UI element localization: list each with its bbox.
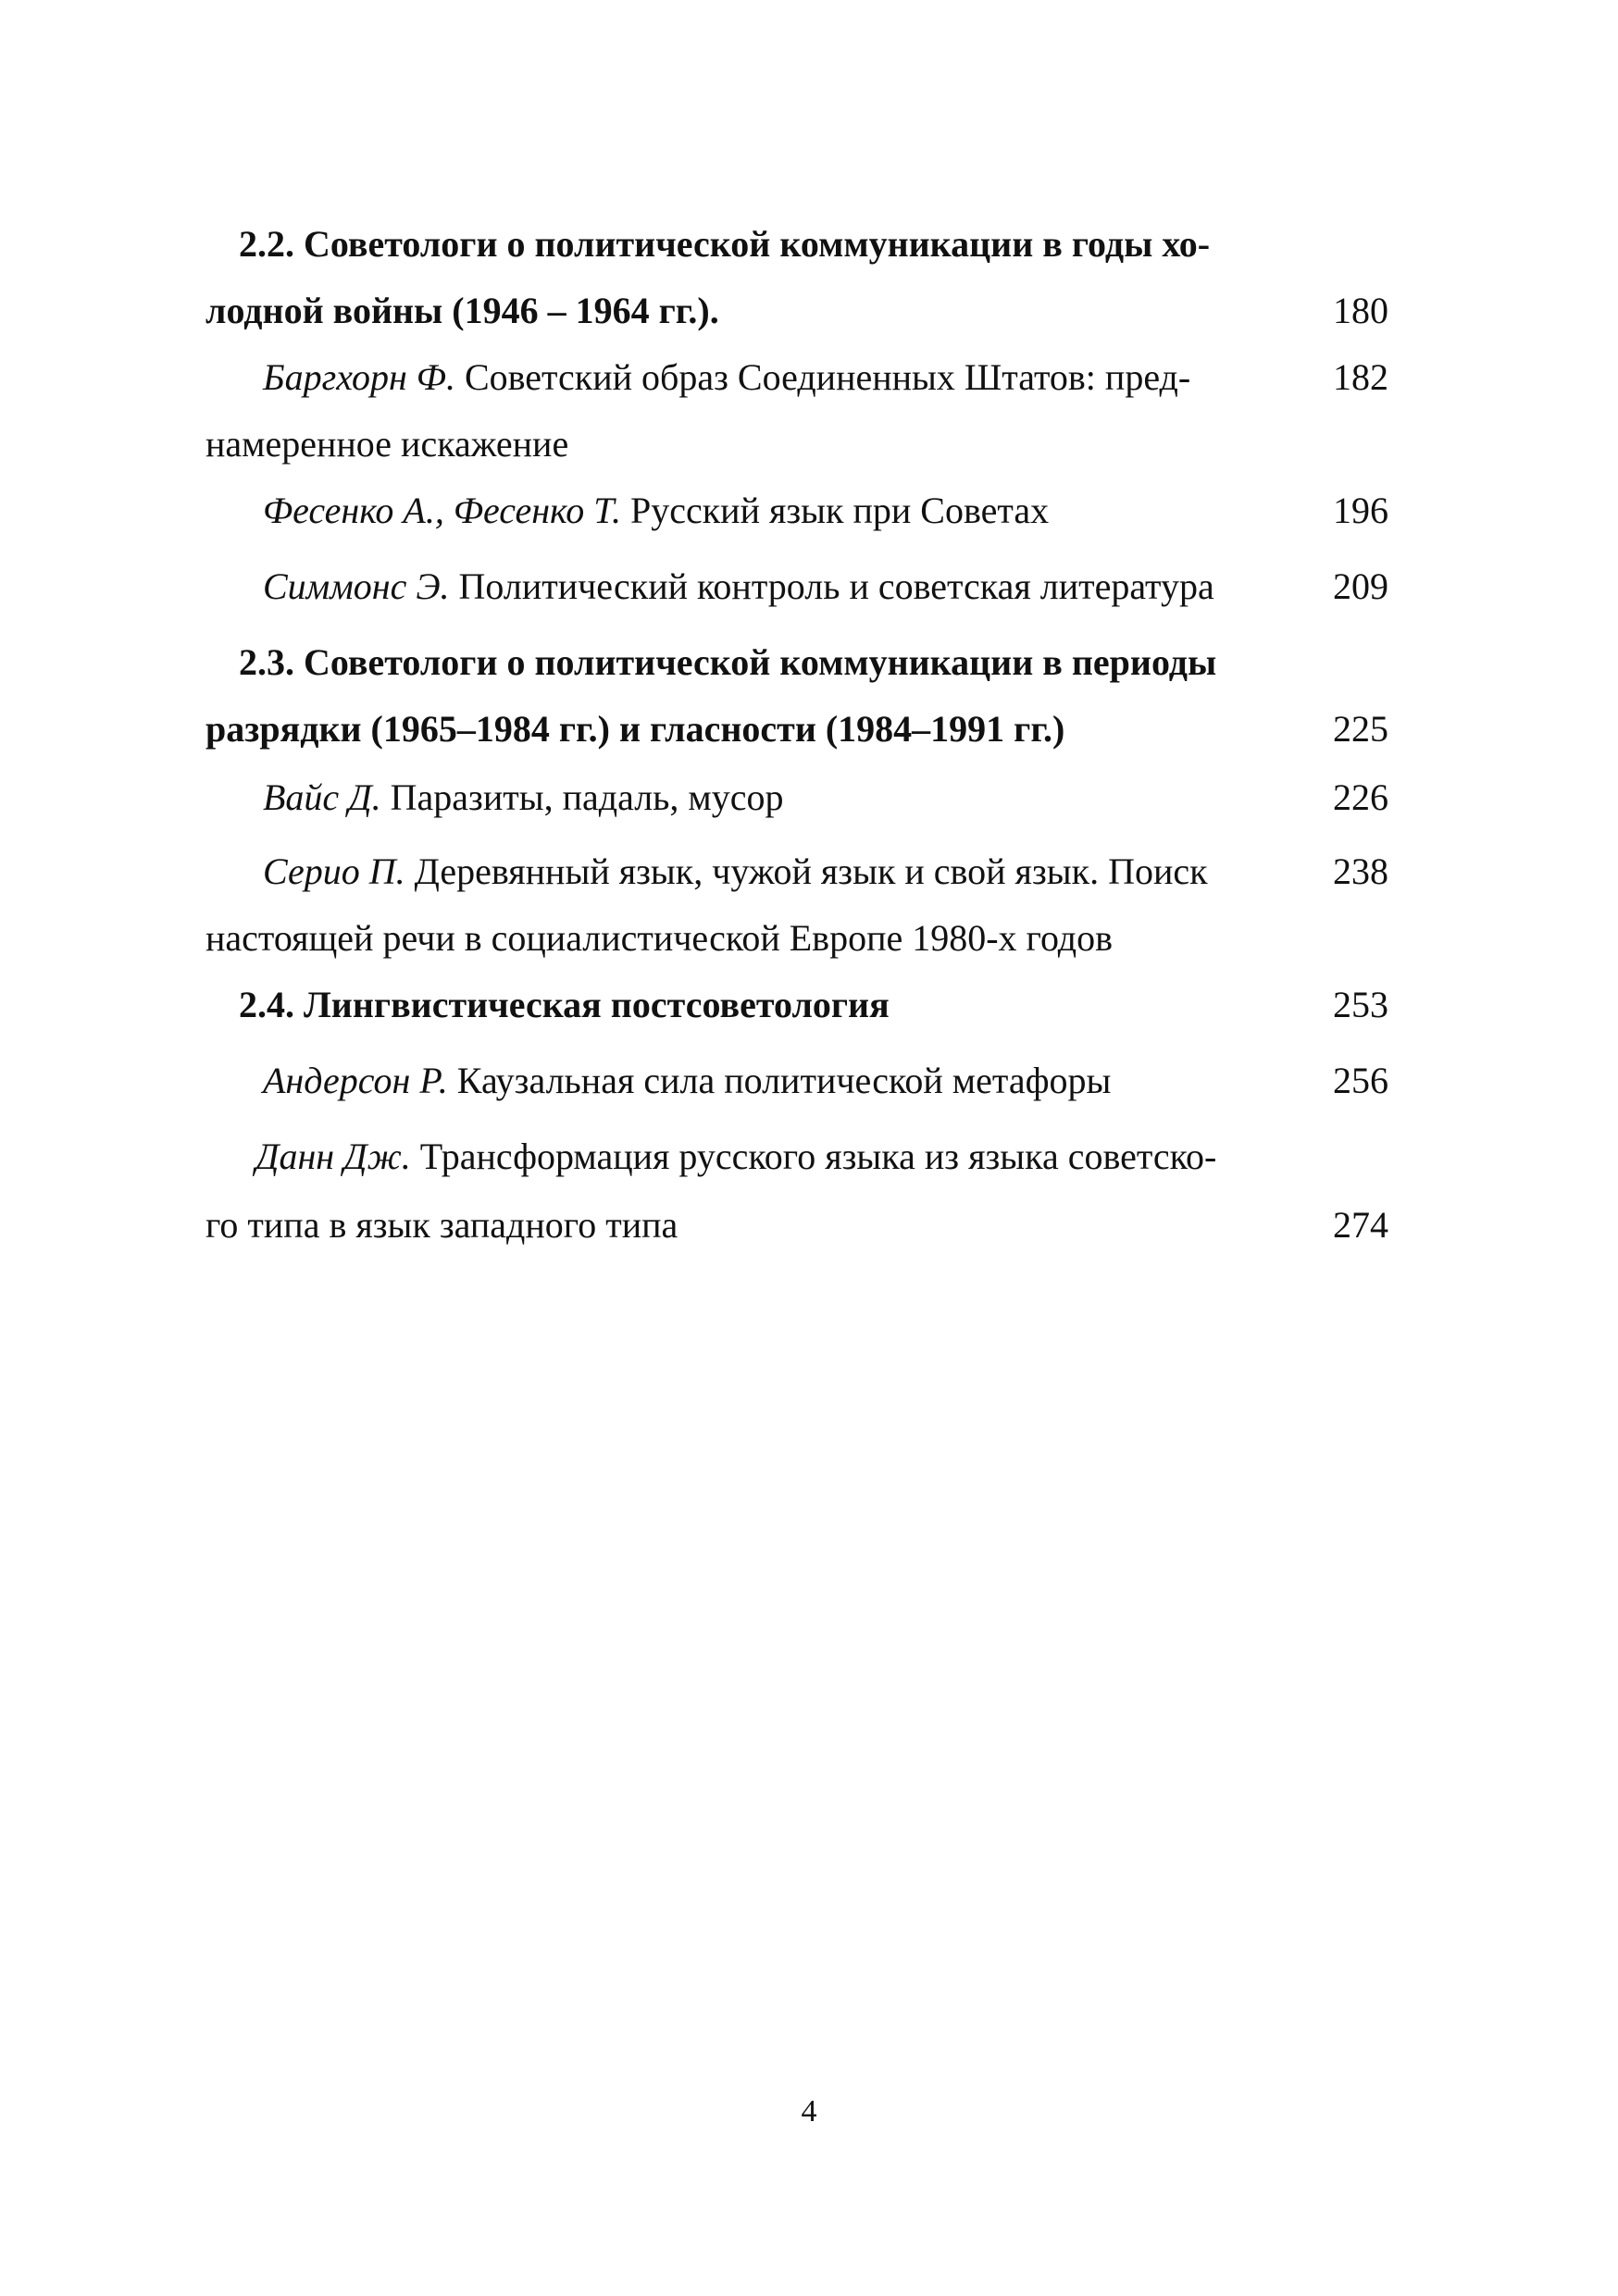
entry-author: Серио П. [263,850,405,892]
section-2-2-title-line2: лодной войны (1946 – 1964 гг.). [205,290,719,331]
entry-author: Андерсон Р. [263,1060,448,1101]
entry-simmons [263,565,1214,609]
page-number: 4 [801,2094,817,2128]
entry-author: Симмонс Э. [263,565,450,607]
entry-title: Трансформация русского языка из языка советско- [410,1136,1217,1177]
entry-author: Фесенко А., Фесенко Т. [263,490,621,531]
entry-title: Советский образ Соединенных Штатов: пред- [454,356,1191,398]
entry-weiss-page: 226 [1333,776,1388,818]
entry-barghorn-page: 182 [1333,356,1388,398]
entry-barghorn-line2: намеренное искажение [205,423,569,465]
entry-anderson-page: 256 [1333,1060,1388,1101]
entry-weiss [263,776,783,820]
entry-serio-page: 238 [1333,850,1388,892]
entry-fesenko-page: 196 [1333,490,1388,531]
entry-simmons-page: 209 [1333,565,1388,607]
entry-title: Каузальная сила политической метафоры [447,1060,1112,1101]
entry-serio-line1 [263,850,1208,894]
section-2-3-title-line1: 2.3. Советологи о политической коммуникации в периоды [239,641,1217,683]
section-2-3-title-line2: разрядки (1965–1984 гг.) и гласности (1984–1991 гг.) [205,708,1065,750]
entry-serio-line2: настоящей речи в социалистической Европе 1980-х годов [205,917,1114,959]
entry-author: Данн Дж. [255,1136,411,1177]
entry-author: Баргхорн Ф. [263,356,455,398]
section-2-4-page: 253 [1333,984,1388,1025]
section-2-4-title: 2.4. Лингвистическая постсоветология [239,984,890,1025]
section-2-2-title-line1: 2.2. Советологи о политической коммуникации в годы хо- [239,223,1211,265]
section-2-2-page: 180 [1333,290,1388,331]
entry-title: Русский язык при Советах [620,490,1050,531]
entry-dunn-page: 274 [1333,1204,1388,1246]
entry-dunn-line2: го типа в язык западного типа [205,1204,678,1246]
entry-author: Вайс Д. [263,776,381,818]
entry-title: Политический контроль и советская литература [449,565,1214,607]
entry-dunn-line1 [255,1135,1216,1179]
entry-title: Деревянный язык, чужой язык и свой язык. Поиск [404,850,1208,892]
entry-barghorn-line1 [263,355,1190,400]
entry-title: Паразиты, падаль, мусор [380,776,784,818]
entry-fesenko [263,489,1049,533]
entry-anderson [263,1059,1111,1103]
section-2-3-page: 225 [1333,708,1388,750]
